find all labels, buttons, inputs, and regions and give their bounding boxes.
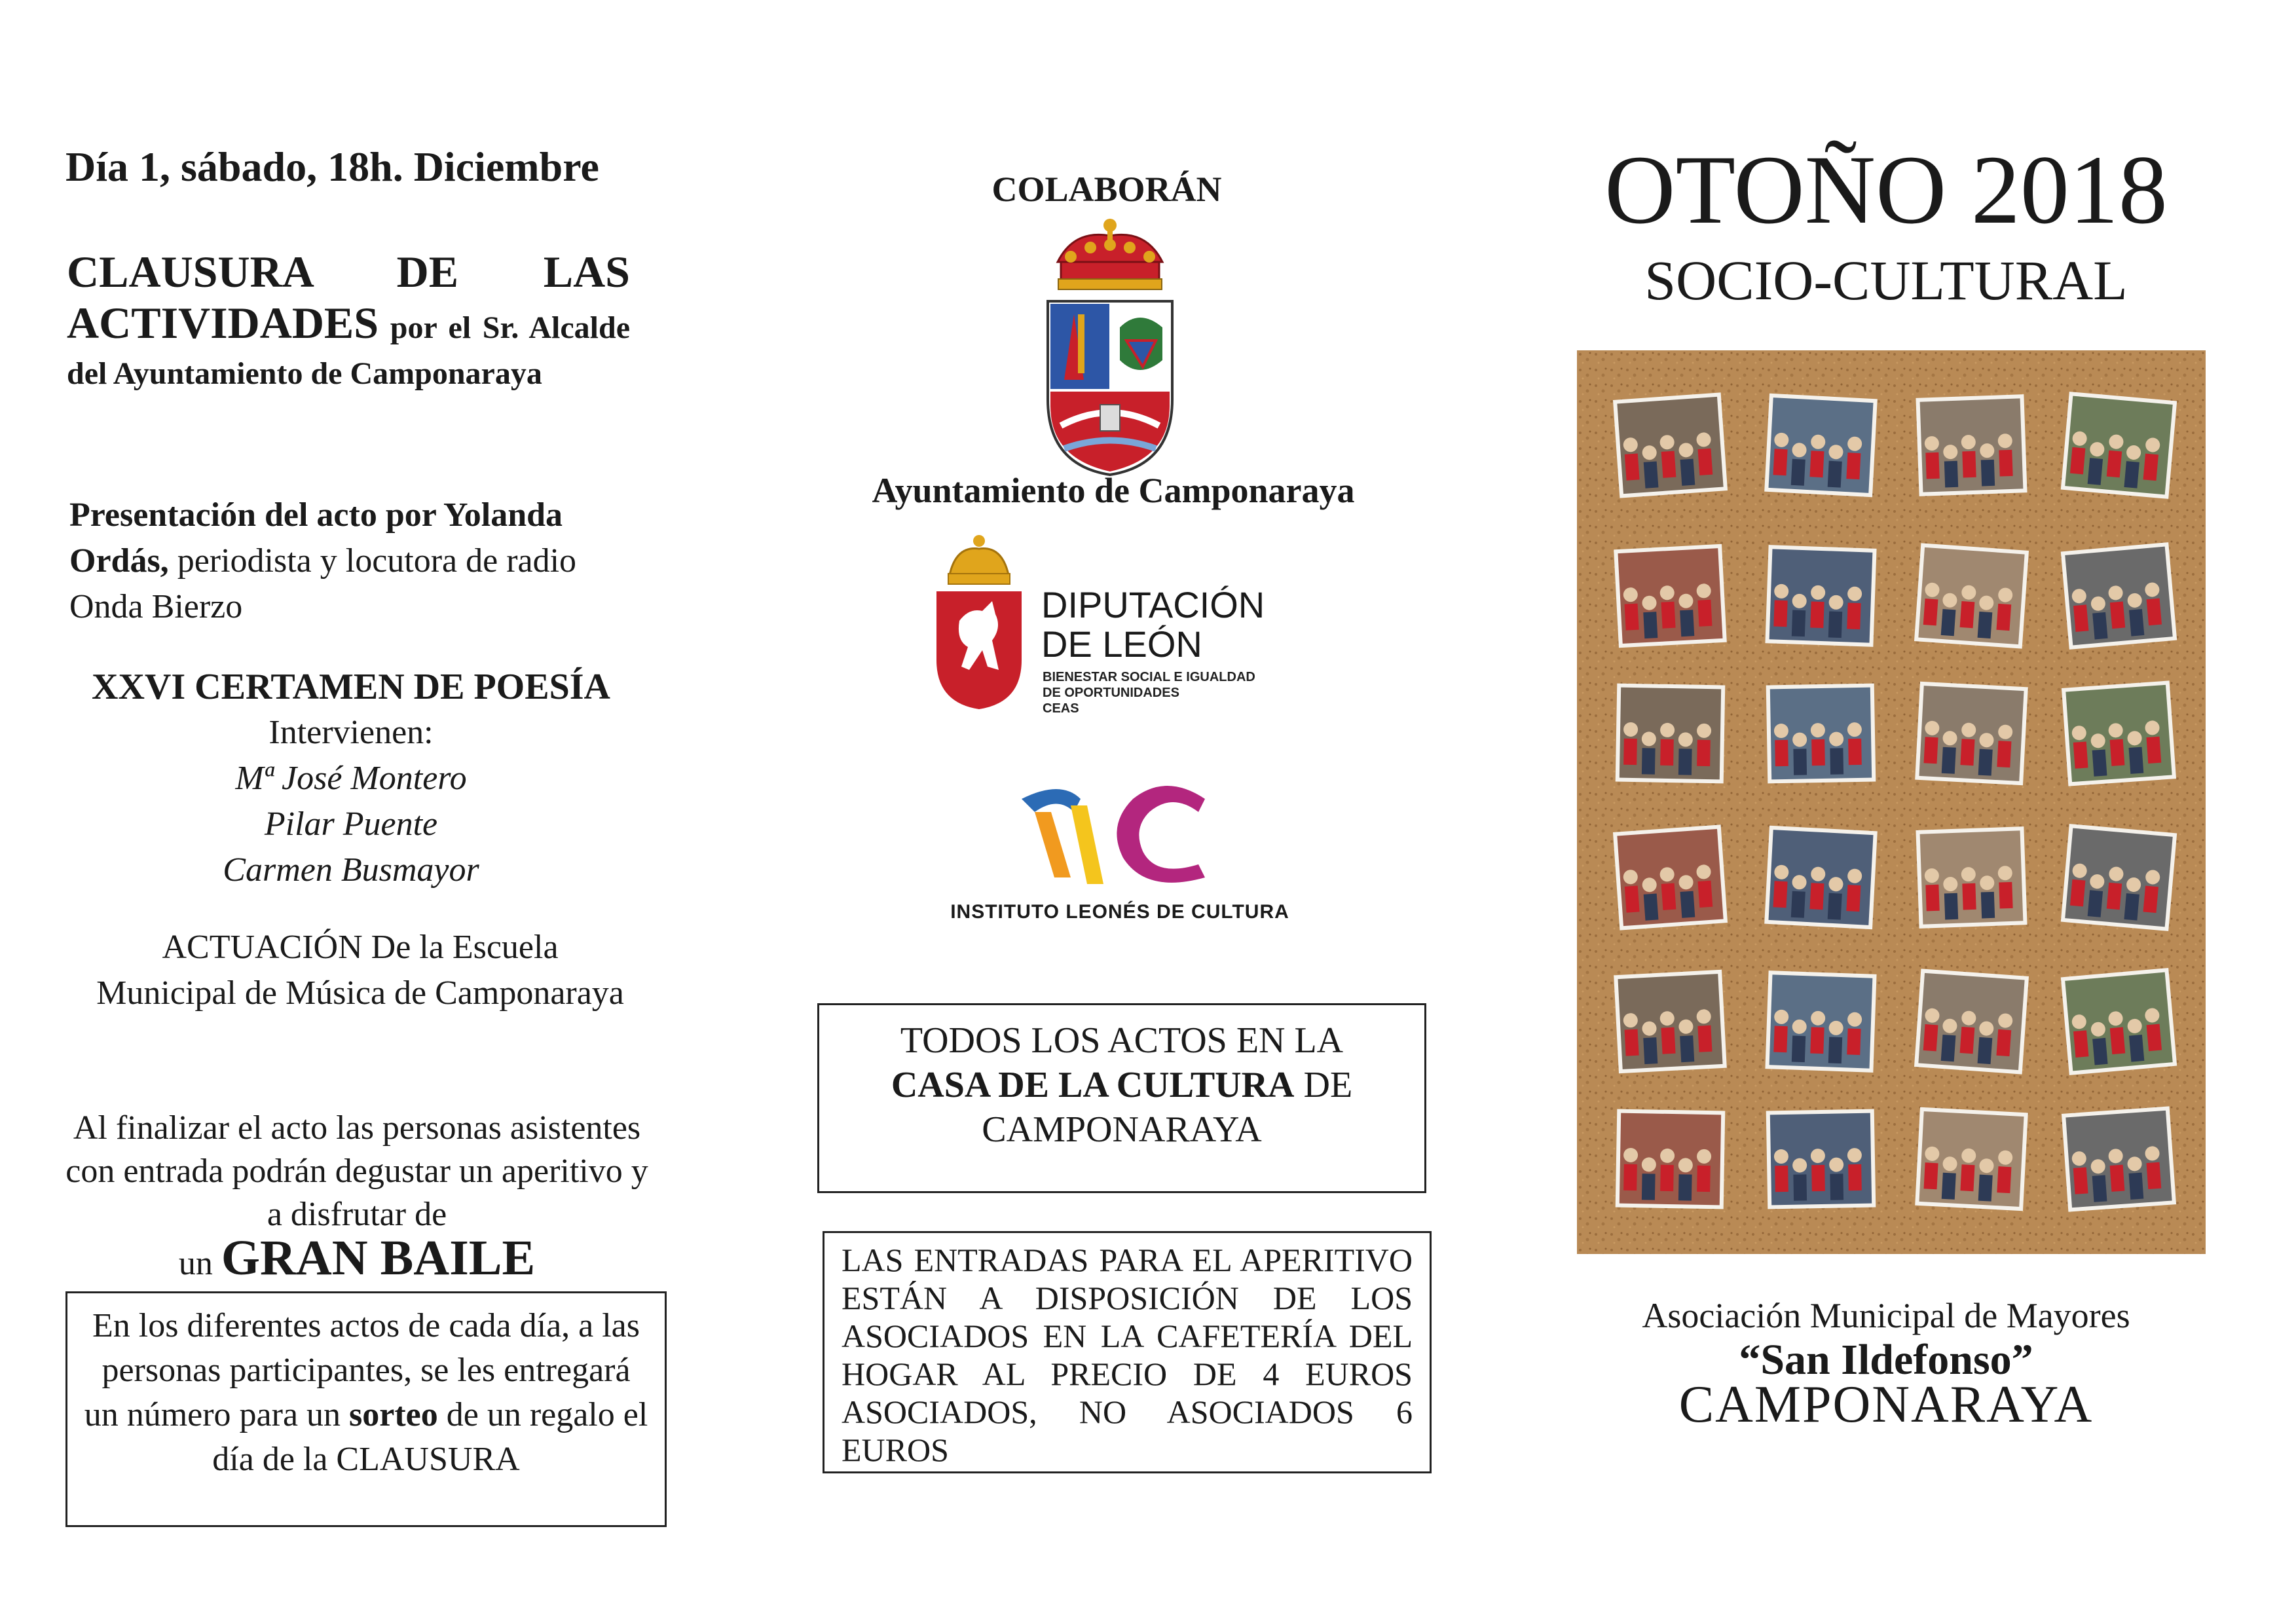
ilc-logo xyxy=(943,773,1297,943)
diputacion-sub1: BIENESTAR SOCIAL E IGUALDAD xyxy=(1043,670,1255,684)
collage-photo xyxy=(1766,1109,1876,1209)
clausura-title-1: CLAUSURA DE LAS xyxy=(67,247,630,297)
association-line: Asociación Municipal de Mayores xyxy=(1642,1296,2130,1335)
actos-line1: TODOS LOS ACTOS EN LA xyxy=(900,1020,1344,1061)
poet-name: Pilar Puente xyxy=(264,805,438,843)
sorteo-box xyxy=(65,1291,667,1527)
association-town: CAMPONARAYA xyxy=(1678,1376,2094,1433)
brochure-subtitle: SOCIO-CULTURAL xyxy=(1644,249,2128,312)
diputacion-sub2: DE OPORTUNIDADES xyxy=(1043,686,1179,700)
brochure-title: OTOÑO 2018 xyxy=(1604,136,2168,244)
collage-photo xyxy=(2061,542,2177,650)
collage-photo xyxy=(1764,394,1878,497)
aperitivo-section xyxy=(65,1107,648,1285)
presentacion-bold: Presentación del acto por Yolanda Ordás, xyxy=(69,496,563,580)
certamen-title: XXVI CERTAMEN DE POESÍA xyxy=(92,667,610,707)
certamen-intervienen: Intervienen: xyxy=(268,714,434,751)
sorteo-bold: sorteo xyxy=(349,1396,438,1433)
actuacion-caps: ACTUACIÓN xyxy=(162,929,363,966)
sorteo-post: de un regalo el día de la CLAUSURA xyxy=(212,1396,648,1478)
collage-photo xyxy=(1614,544,1727,648)
diputacion-logo xyxy=(930,529,1375,726)
ilc-mark-icon xyxy=(1009,773,1218,897)
collage-photo xyxy=(1614,970,1727,1073)
collage-photo xyxy=(1616,684,1726,784)
collage-photo xyxy=(1766,684,1876,784)
collage-photo xyxy=(1613,392,1728,498)
poet-name: Mª José Montero xyxy=(235,760,467,797)
camponaraya-coat-of-arms-icon xyxy=(1035,216,1185,478)
collage-photo xyxy=(1613,824,1728,930)
clausura-section xyxy=(67,249,630,397)
collage-photo xyxy=(1915,682,2028,785)
certamen-section xyxy=(69,664,633,893)
collage-photo xyxy=(2061,824,2177,931)
collage-photo xyxy=(1915,1107,2028,1211)
entradas-text: LAS ENTRADAS PARA EL APERITIVO ESTÁN A DISPOSICIÓN DE LOS ASOCIADOS EN LA CAFETERÍA DEL HOGAR AL PRECIO DE 4 EUROS ASOCIADOS, NO ASOCIADOS 6 EUROS xyxy=(842,1242,1413,1468)
clausura-title-2: ACTIVIDADES xyxy=(67,298,379,348)
actos-box xyxy=(817,1003,1426,1193)
collage-photo xyxy=(2061,968,2177,1075)
actuacion-rest: De la Escuela Municipal de Música de Camponaraya xyxy=(96,929,624,1012)
colaboran-heading: COLABORÁN xyxy=(991,170,1222,209)
collage-photo xyxy=(1765,545,1876,647)
diputacion-sub3: CEAS xyxy=(1043,701,1079,716)
clausura-rest: por el Sr. Alcalde del Ayuntamiento de Camponaraya xyxy=(67,310,631,391)
ilc-name: INSTITUTO LEONÉS DE CULTURA xyxy=(950,901,1289,923)
association-block xyxy=(1572,1293,2200,1433)
photo-collage xyxy=(1577,350,2206,1254)
sorteo-pre: En los diferentes actos de cada día, a las personas participantes, se les entregará un número para un xyxy=(84,1307,640,1433)
collage-photo xyxy=(1616,1109,1726,1209)
actuacion-section xyxy=(92,925,629,1016)
poet-name: Carmen Busmayor xyxy=(223,851,479,889)
collage-photo xyxy=(1914,543,2029,648)
association-name: “San Ildefonso” xyxy=(1739,1336,2033,1384)
aperitivo-text: Al finalizar el acto las personas asistentes con entrada podrán degustar un aperitivo y a disfrutar de xyxy=(65,1109,648,1233)
actos-de: DE xyxy=(1303,1065,1353,1105)
aperitivo-un: un xyxy=(178,1245,213,1282)
gran-baile: GRAN BAILE xyxy=(221,1230,536,1285)
presentacion-rest: periodista y locutora de radio Onda Bierzo xyxy=(69,542,577,625)
collage-photo xyxy=(1916,826,2027,929)
collage-photo xyxy=(1914,969,2029,1074)
event-date: Día 1, sábado, 18h. Diciembre xyxy=(65,143,599,190)
collage-photo xyxy=(1765,970,1876,1073)
actos-line3: CAMPONARAYA xyxy=(982,1109,1262,1150)
collage-photo xyxy=(2061,392,2177,499)
diputacion-line2: DE LEÓN xyxy=(1041,623,1202,665)
ayuntamiento-label: Ayuntamiento de Camponaraya xyxy=(872,471,1355,510)
entradas-box xyxy=(823,1231,1432,1473)
collage-photo xyxy=(2062,680,2176,786)
diputacion-line1: DIPUTACIÓN xyxy=(1041,584,1265,625)
actos-bold: CASA DE LA CULTURA xyxy=(891,1065,1295,1105)
diputacion-crest-icon xyxy=(930,529,1028,712)
collage-photo xyxy=(1764,826,1878,929)
collage-photo xyxy=(2062,1106,2176,1211)
presentacion-section xyxy=(69,492,639,630)
collage-photo xyxy=(1916,394,2027,496)
